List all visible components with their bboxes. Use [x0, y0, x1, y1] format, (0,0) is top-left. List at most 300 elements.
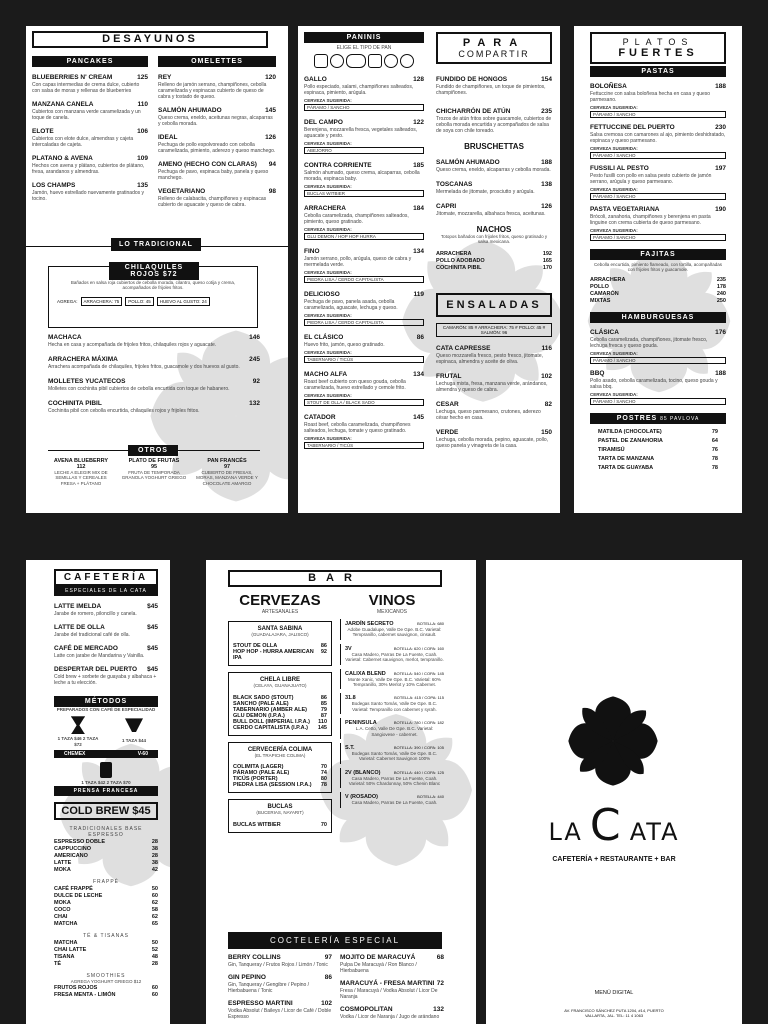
item-desc: Salsa cremosa con camarones al ajo, pimiento deshidratado, espinaca y queso parmesano. [590, 132, 726, 144]
item-price: 106 [137, 128, 148, 135]
item-price: 165 [542, 257, 552, 264]
beer-label: CERVEZA SUGERIDA: [590, 228, 638, 233]
chemex-label: CHEMEX [64, 751, 86, 758]
beer-suggestion: PÁRAMO / SANCHO [590, 357, 726, 364]
item-name: LOS CHAMPS [32, 182, 76, 189]
item-name: SALMÓN AHUMADO [436, 159, 500, 166]
item-name: TARTA DE GUAYABA [598, 464, 654, 471]
beer-suggestion: STOUT DE OLLA / BLACK SADO [304, 399, 424, 406]
beer-row [233, 725, 327, 731]
beer-name: STOUT DE OLLA [233, 643, 278, 650]
item-desc: Salmón ahumado, queso crema, alcaparras, cebolla morada, espinaca baby. [304, 170, 420, 182]
menu-item-row [304, 205, 424, 212]
beer-row [233, 649, 327, 661]
vino-name: 3V [345, 645, 352, 652]
prensa-label: PRENSA FRANCESA [54, 786, 158, 796]
item-name: CAPRI [436, 203, 457, 210]
item-price: 145 [413, 414, 424, 421]
price-row [54, 940, 158, 946]
cafeteria-section [54, 569, 158, 998]
price-row [590, 291, 726, 297]
vino-item [340, 743, 444, 764]
item-name: CATA CAPRESSE [436, 344, 491, 352]
menu-item [54, 645, 158, 659]
item-name: MATILDA (CHOCOLATE) [598, 428, 662, 435]
menu-item-row [158, 134, 276, 141]
item-name: MANZANA CANELA [32, 101, 94, 108]
vino-desc: Bodegas Santo Tomás, Valle De Gpe. B.C. Varietal: Cabernet Sauvignon 100% [351, 750, 438, 762]
menu-item [590, 329, 726, 364]
beer-name: PIEDRA LISA (SESSION I.P.A.) [233, 782, 312, 789]
price-row [54, 886, 158, 892]
chilaquiles-box [48, 266, 258, 328]
item-price: 176 [715, 328, 726, 336]
item-price: 42 [151, 866, 158, 873]
menu-item-row [304, 334, 424, 341]
tradicional-header: LO TRADICIONAL [111, 238, 201, 251]
vino-price: BOTELLA: 440 [417, 794, 444, 800]
menu-item [340, 980, 444, 1000]
item-name: DESPERTAR DEL PUERTO [54, 666, 138, 673]
item-price: 38 [151, 859, 158, 866]
v60-method [110, 716, 158, 747]
vino-desc: Bodegas Santo Tomás, Valle De Gpe. B.C. Varietal: Tempranillo con cabernet y syrah. [351, 701, 438, 712]
menu-item [304, 291, 424, 326]
item-name: MATCHA [54, 939, 78, 946]
otros-item [194, 458, 260, 486]
option-arrachera: ARRACHERA: 75 [81, 297, 123, 306]
price-row [598, 438, 718, 444]
smoothies-title: SMOOTHIES [86, 972, 126, 979]
item-price: 28 [151, 960, 158, 967]
pastas-list [590, 83, 726, 241]
menu-item [590, 83, 726, 118]
item-price: 132 [433, 1006, 444, 1013]
cocteles-right [340, 948, 444, 1020]
vinos-title: VINOS [368, 592, 416, 609]
bread-types [304, 54, 424, 68]
bar-panel [206, 560, 476, 1024]
beer-label: CERVEZA SUGERIDA: [304, 350, 352, 355]
menu-item [304, 76, 424, 111]
beer-price: 78 [320, 782, 327, 789]
price-row [54, 914, 158, 920]
hamburguesas-list [590, 329, 726, 405]
item-name: DEL CAMPO [304, 119, 343, 126]
metodos-row [54, 716, 158, 747]
menu-item [590, 165, 726, 200]
menu-item [158, 74, 276, 100]
bread-icon [314, 54, 328, 68]
beer-label: CERVEZA SUGERIDA: [304, 184, 352, 189]
beer-name: TABERNARIO (AMBER ALE) [233, 706, 307, 713]
tradicional-list [48, 326, 260, 414]
te-list [54, 940, 158, 967]
menu-item-row [340, 954, 444, 961]
item-price: 62 [151, 899, 158, 906]
item-desc: Relleno de jamón serrano, champiñones, cebolla caramelizada y espinacas cubierto de queso de cabra y tostado de queso. [158, 82, 267, 100]
item-name: COSMOPOLITAN [340, 1006, 393, 1013]
item-price: 128 [413, 76, 424, 83]
menu-item-row [590, 83, 726, 90]
item-desc: Relleno de calabacita, champiñones y espinacas cubierto de aguacate y queso de cabra. [158, 196, 267, 208]
item-price: $45 [147, 603, 158, 610]
item-desc: Roast beef, cebolla caramelizada, champiñones salteados, lechuga, tomate y queso gratinado. [304, 422, 411, 434]
beer-price: 87 [320, 712, 327, 719]
beer-label: CERVEZA SUGERIDA: [590, 391, 638, 397]
item-name: CAPPUCCINO [54, 845, 91, 852]
menu-item-row [436, 76, 552, 83]
vino-item [340, 644, 444, 665]
menu-item [436, 108, 552, 134]
logo-wordmark [486, 800, 742, 851]
item-name: VEGETARIANO [158, 188, 206, 195]
platos-title-2: FUERTES [618, 47, 698, 59]
item-price: 178 [716, 283, 726, 290]
bruschettas-title: BRUSCHETTAS [464, 142, 524, 151]
item-name: MOLLETES YUCATECOS [48, 378, 126, 385]
beer-label: CERVEZA SUGERIDA: [304, 436, 352, 441]
beer-price: 79 [320, 706, 327, 713]
cerveceria-name: CERVECERÍA COLIMA [247, 746, 313, 753]
item-name: MIXTAS [590, 297, 611, 304]
postres-title: POSTRES [616, 414, 658, 422]
item-name: ARRACHERA [590, 276, 626, 283]
item-price: 188 [715, 83, 726, 90]
menu-item [54, 603, 158, 617]
price-row [598, 447, 718, 453]
smoothies-sub: AGREGA YOGHURT GRIEGO $12 [70, 978, 142, 984]
beer-name: PÁRAMO (PALE ALE) [233, 770, 290, 777]
item-name: AMENO (HECHO CON CLARAS) [158, 161, 257, 168]
beer-label: CERVEZA SUGERIDA: [304, 313, 352, 318]
cerveceria-name: BUCLAS [267, 804, 293, 811]
vino-item [340, 718, 444, 739]
item-price: 235 [541, 108, 552, 115]
item-price: 72 [436, 980, 444, 987]
otros-item [121, 458, 187, 486]
price-row [598, 456, 718, 462]
ensaladas-title: ENSALADAS [436, 293, 552, 317]
item-name: MOKA [54, 899, 71, 906]
item-price: 138 [541, 181, 552, 188]
price-row [54, 867, 158, 873]
item-price: 184 [413, 205, 424, 212]
bar-title: BAR [228, 570, 442, 587]
beer-name: COLIMITA (LAGER) [233, 764, 284, 771]
item-name: GIN PEPINO [228, 974, 266, 981]
menu-item-row [32, 74, 148, 81]
cervezas-sub: ARTESANALES [261, 609, 299, 615]
beer-price: 86 [320, 694, 327, 701]
beer-price: 86 [320, 643, 327, 650]
item-price: 112 [76, 464, 86, 470]
paninis-section [304, 32, 424, 449]
item-price: 197 [715, 165, 726, 172]
item-price: $45 [147, 645, 158, 652]
item-price: 68 [436, 954, 444, 961]
menu-item-row [54, 645, 158, 652]
compartir-title-2: COMPARTIR [458, 49, 530, 59]
agrega-label: AGREGA: [57, 298, 78, 304]
chilaquiles-title: CHILAQUILES ROJOS $72 [109, 262, 199, 280]
menu-item-row [158, 74, 276, 81]
item-desc: Hechos con avena y plátano, cubiertos de plátano, fresa, arandanos y almendras. [32, 163, 145, 175]
menu-item [228, 1000, 332, 1020]
beer-label: CERVEZA SUGERIDA: [304, 393, 352, 398]
item-name: BBQ [590, 369, 605, 377]
menu-item-row [32, 128, 148, 135]
item-price: 60 [151, 991, 158, 998]
beer-price: 145 [317, 724, 327, 731]
cervezas-section [228, 592, 332, 833]
beer-name: BUCLAS WITBIER [233, 821, 281, 828]
cervecerias-list [228, 621, 332, 833]
beer-name: HOP HOP - HURRA AMERICAN IPA [233, 649, 314, 662]
beer-row [233, 822, 327, 828]
item-desc: Jitomate, mozzarella, albahaca fresca, aceitunas. [436, 211, 546, 217]
item-desc: Cebolla caramelizada, champiñones, jitomate fresco, lechuga fresca y queso gouda. [590, 336, 708, 349]
item-desc: Pechuga de pollo espolvoreado con cebolla caramelizada, pimiento, aderezo y queso manchego. [158, 142, 276, 154]
ensaladas-extras: CAMARÓN: 85 # ARRACHERA: 75 # POLLO: 45 # SALMÓN: 96 [436, 323, 552, 337]
vino-price: BOTELLA: 680 [417, 621, 444, 626]
cafeteria-panel [26, 560, 170, 1024]
bread-icon [330, 54, 344, 68]
item-desc: Pechuga de pavo, panela asada, cebolla caramelizada, aguacate, lechuga y queso. [304, 299, 398, 311]
item-price: 82 [544, 400, 552, 408]
desayunos-panel [26, 26, 288, 513]
menu-item-row [48, 334, 260, 341]
item-desc: Huevo frito, jamón, queso gratinado. [304, 342, 385, 348]
item-name: CHAI [54, 913, 68, 920]
menu-item-row [436, 181, 552, 188]
item-desc: Jarabe del tradicional café de olla. [54, 632, 130, 638]
menu-item-row [54, 603, 158, 610]
item-price: 125 [137, 74, 148, 81]
menu-item-row [228, 974, 332, 981]
item-name: MOJITO DE MARACUYÁ [340, 954, 416, 961]
chemex-icon [71, 716, 85, 734]
price-row [54, 954, 158, 960]
item-price: 60 [151, 984, 158, 991]
vino-name: CALIXA BLEND [345, 670, 386, 677]
item-desc: Cochinita pibil con cebolla encurtida, chilaquiles rojos y frijoles fritos. [48, 408, 200, 414]
beer-name: TICÚS (PORTER) [233, 776, 278, 783]
item-price: 64 [711, 437, 718, 444]
vino-desc: Casa Madero, Parras De La Fuente, Coah. Varietal: 50% Chardonnay, 50% Chenin Blanc [348, 775, 441, 787]
menu-item [304, 334, 424, 363]
chilaquiles-options [57, 297, 257, 306]
menu-item-row [304, 371, 424, 378]
brand-panel [486, 560, 742, 1024]
beer-price: 74 [320, 770, 327, 777]
la-cata-flower-logo-icon [566, 694, 660, 788]
menu-item-row [32, 182, 148, 189]
item-desc: FRUTA DE TEMPORADA GRANOLA YOGHURT GRIEGO [121, 470, 187, 481]
menu-item [304, 205, 424, 240]
item-name: LATTE [54, 859, 72, 866]
chemex-method [54, 716, 102, 747]
beer-list [233, 695, 327, 731]
menu-item-row [32, 155, 148, 162]
item-desc: Vodka Absolut / Baileys / Licor de Café / Doble Espresso [228, 1008, 332, 1020]
vino-desc: Adobe Guadalupe, Valle De Gpe. B.C. Varietal: Tempranillo, cabernet sauvignon, cinsault. [347, 627, 442, 638]
item-price: 52 [151, 946, 158, 953]
beer-suggestion: TABERNARIO / TICÚS [304, 442, 424, 449]
postres-sub: 85 PAVLOVA [660, 415, 700, 422]
menu-item [158, 134, 276, 154]
vino-desc: Casa Madero, Parras De La Fuente, Coah. [351, 800, 438, 806]
beer-suggestion: GLU DEMON / HOP HOP HURRA [304, 233, 424, 240]
menu-item [304, 119, 424, 154]
brand-tagline: CAFETERÍA + RESTAURANTE + BAR [552, 856, 676, 863]
logo-ata: ATA [629, 818, 680, 846]
price-row [598, 429, 718, 435]
menu-item [158, 107, 276, 127]
menu-item [436, 76, 552, 96]
paninis-list [304, 76, 424, 449]
price-row [590, 277, 726, 283]
item-name: VERDE [436, 428, 459, 436]
item-price: 250 [716, 297, 726, 304]
metodos-labels [54, 750, 158, 758]
menu-item-row [436, 401, 552, 408]
vino-name: V (ROSADO) [345, 794, 378, 801]
menu-item-row [340, 980, 444, 987]
beer-price: 70 [320, 764, 327, 771]
beer-name: BLACK SADO (STOUT) [233, 694, 294, 701]
pancakes-list [32, 74, 148, 202]
item-desc: Hecha en casa y acompañada de frijoles fritos, chilaquiles rojos y aguacate. [48, 342, 217, 348]
vinos-list [340, 619, 444, 808]
beer-label: CERVEZA SUGERIDA: [304, 141, 352, 146]
item-price: 48 [151, 953, 158, 960]
item-name: TÉ [54, 960, 62, 967]
vinos-section [340, 592, 444, 808]
item-name: PAN FRANCÉS [207, 458, 247, 464]
item-desc: CUBIERTO DE FRESAS, MORAS, MANZANA VERDE Y CHOCOLATE AMARGO [196, 470, 258, 486]
item-name: FRESA MENTA - LIMÓN [54, 991, 116, 998]
beer-suggestion: BUCLAS WITBIER [304, 190, 424, 197]
vino-item [340, 768, 444, 789]
te-title: TÉ & TISANAS [83, 932, 129, 939]
item-name: TARTA DE MANZANA [598, 455, 655, 462]
item-name: ARRACHERA [304, 205, 346, 212]
nachos-list [436, 251, 552, 271]
prensa-icon [100, 762, 112, 778]
tradicionales-list [54, 839, 158, 873]
item-name: ARRACHERA MÁXIMA [48, 356, 118, 363]
pastas-header: PASTAS [590, 66, 726, 77]
item-price: 134 [413, 371, 424, 378]
vino-item [340, 792, 444, 807]
menu-item [32, 101, 148, 121]
item-name: POLLO [590, 283, 609, 290]
item-name: CESAR [436, 400, 459, 408]
beer-label: CERVEZA SUGERIDA: [590, 146, 638, 151]
item-name: TISANA [54, 953, 75, 960]
paninis-header: PANINIS [304, 32, 424, 43]
price-row [598, 465, 718, 471]
beer-suggestion: PÁRAMO / SANCHO [304, 104, 424, 111]
item-desc: Lechuga, cebolla morada, pepino, aguacate, pollo, queso panela y vinagreta de la casa. [436, 436, 549, 449]
menu-item-row [304, 291, 424, 298]
cervezas-title: CERVEZAS [239, 592, 321, 609]
item-name: DELICIOSO [304, 291, 340, 298]
item-name: FUNDIDO DE HONGOS [436, 76, 508, 83]
menu-item-row [48, 378, 260, 385]
vino-item [340, 693, 444, 714]
item-desc: Molletes con cochinita pibil cubiertos de cebolla encurtida con toque de habanero. [48, 386, 230, 392]
vino-name: 2V (BLANCO) [345, 769, 381, 776]
compartir-title-1: PARA [462, 37, 526, 49]
price-row [54, 893, 158, 899]
item-price: 154 [541, 76, 552, 83]
item-price: 97 [223, 464, 231, 470]
item-desc: Latte con jarabe de Mandarina y Vainilla. [54, 653, 145, 659]
menu-item-row [436, 429, 552, 436]
item-desc: Cubiertos con elote dulce, almendras y cajeta intercaladas de cajeta. [32, 136, 134, 148]
item-price: 190 [715, 206, 726, 213]
smoothies-list [54, 985, 158, 998]
price-row [54, 846, 158, 852]
hamburguesas-header: HAMBURGUESAS [590, 312, 726, 323]
item-name: MACHACA [48, 334, 82, 341]
otros-header: OTROS [128, 445, 178, 456]
beer-label: CERVEZA SUGERIDA: [304, 270, 352, 275]
item-price: 119 [413, 291, 424, 298]
chilaquiles-desc: Bañados en salsa roja cubiertos de cebolla morada, cilantro, queso cotija y crema, acompañados de frijoles fritos. [70, 280, 236, 291]
price-row [54, 860, 158, 866]
price-row [54, 961, 158, 967]
menu-item [32, 74, 148, 94]
menu-item [436, 345, 552, 365]
menu-item [228, 954, 332, 968]
tradicional-section [26, 238, 288, 254]
item-price: 132 [249, 400, 260, 407]
menu-item-row [158, 107, 276, 114]
vino-row [345, 770, 444, 776]
item-name: AMERICANO [54, 852, 88, 859]
item-name: CONTRA CORRIENTE [304, 162, 372, 169]
item-price: 235 [716, 276, 726, 283]
menu-item-row [304, 119, 424, 126]
metodos-sub: PREPARADOS CON CAFÉ DE ESPECIALIDAD [56, 707, 156, 712]
platos-title-1: PLATOS [622, 37, 694, 47]
item-desc: Lechuga, queso parmesano, crutones, aderezo césar hecho en casa. [436, 408, 541, 421]
item-price: 60 [151, 892, 158, 899]
item-price: 97 [324, 954, 332, 961]
item-desc: Pollo especiado, salami, champiñones salteados, espinaca, pimiento, arúgula. [304, 84, 414, 96]
item-desc: Queso crema, eneldo, aceitunas negras, alcaparras y cebolla morada. [158, 115, 273, 127]
item-name: FETTUCCINE DEL PUERTO [590, 124, 675, 131]
prensa-prices: 1 TAZA $42 2 TAZA $70 [81, 780, 131, 786]
menu-item [436, 429, 552, 449]
menu-item-row [228, 1000, 332, 1007]
price-row [54, 853, 158, 859]
item-price: 76 [711, 446, 718, 453]
menu-item [54, 624, 158, 638]
beer-price: 70 [320, 821, 327, 828]
v60-prices: 1 TAZA $44 [121, 738, 146, 744]
menu-item-row [304, 76, 424, 83]
item-name: POLLO ADOBADO [436, 257, 485, 264]
beer-suggestion: PÁRAMO / SANCHO [590, 152, 726, 159]
item-name: DULCE DE LECHE [54, 892, 103, 899]
item-desc: Vodka / Licor de Naranja / Jugo de arándano [340, 1014, 440, 1020]
item-name: PASTEL DE ZANAHORIA [598, 437, 663, 444]
item-price: 188 [715, 369, 726, 377]
